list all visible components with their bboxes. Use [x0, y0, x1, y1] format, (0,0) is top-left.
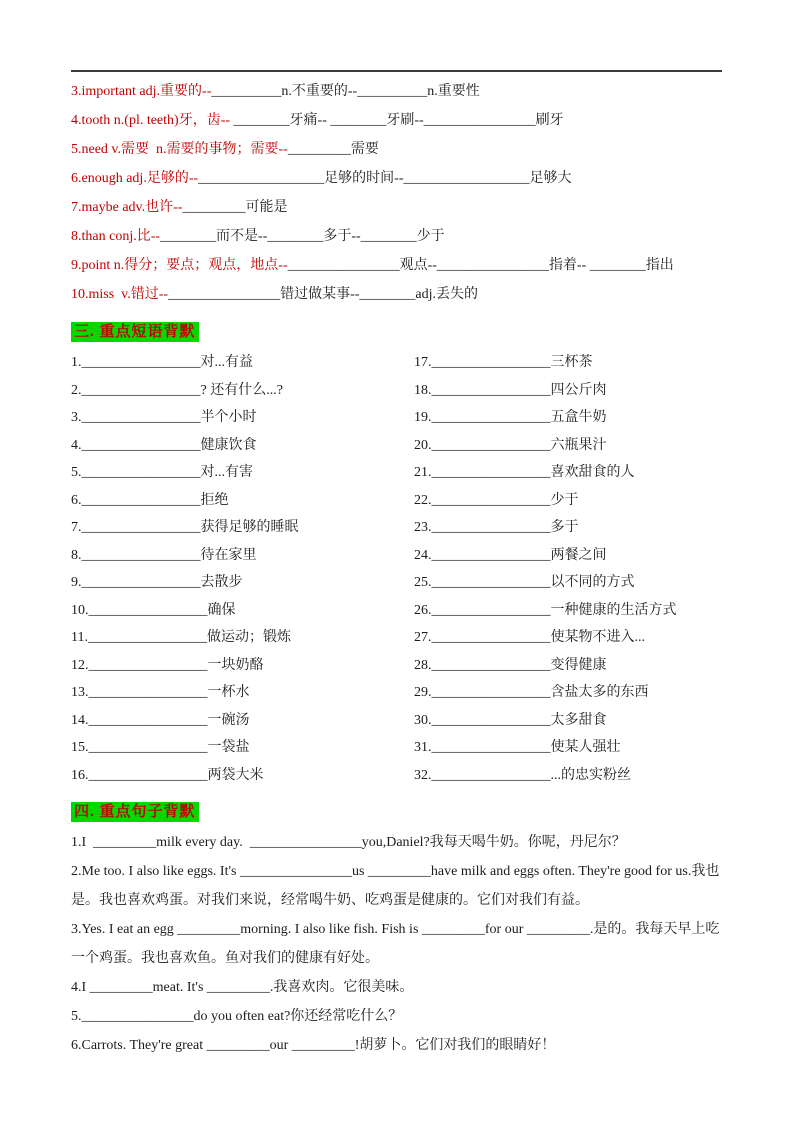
phrase-blank: _________________ — [88, 740, 208, 755]
phrase-label: 获得足够的睡眠 — [200, 520, 299, 535]
vocab-term: 5.need v.需要 n.需要的事物；需要-- — [71, 142, 288, 157]
phrase-blank: _________________ — [88, 657, 208, 673]
list-item — [71, 377, 414, 405]
phrase-blank: _________________ — [431, 630, 551, 645]
vocab-blanks: ________牙痛-- ________牙刷--________________刷牙 — [230, 113, 564, 128]
phrase-label: 少于 — [550, 492, 579, 508]
list-item — [71, 404, 414, 432]
list-item — [414, 432, 722, 460]
phrase-label: 四公斤肉 — [550, 382, 607, 398]
list-item — [414, 377, 722, 405]
list-item — [414, 734, 722, 762]
list-item — [414, 679, 722, 707]
vocab-blanks: ________________观点--________________指着-- ________指出 — [287, 258, 674, 273]
list-item — [414, 707, 722, 735]
list-item — [71, 487, 414, 515]
vocab-term: 3.important adj.重要的-- — [71, 84, 212, 99]
list-item — [71, 734, 414, 762]
sentence-line: 3.Yes. I eat an egg _________morning. I also like fish. Fish is _________for our _________.是的。我每天早上吃一个鸡蛋。我也喜欢鱼。鱼对我们的健康有好处。 — [71, 922, 720, 966]
phrase-label: 使某物不进入... — [550, 630, 645, 645]
phrase-label: ? 还有什么...? — [200, 382, 283, 398]
list-item — [71, 514, 414, 542]
phrase-blank: _________________ — [81, 355, 201, 370]
phrase-label: 一种健康的生活方式 — [550, 602, 677, 618]
phrase-blank: _________________ — [431, 712, 551, 728]
phrase-label: 多于 — [550, 520, 579, 535]
list-item — [414, 459, 722, 487]
list-item — [71, 707, 414, 735]
phrase-blank: _________________ — [431, 602, 551, 618]
phrase-blank: _________________ — [431, 355, 551, 370]
list-item — [414, 487, 722, 515]
phrase-blank: _________________ — [431, 547, 551, 563]
list-item — [414, 514, 722, 542]
phrase-number: 25. — [414, 575, 432, 590]
sentences-section-header: 四. 重点句子背默 — [71, 802, 199, 822]
vocab-term: 9.point n.得分；要点；观点，地点-- — [71, 258, 288, 273]
phrase-label: 两餐之间 — [550, 547, 607, 563]
phrase-label: 去散步 — [200, 575, 243, 590]
list-item — [71, 679, 414, 707]
vocab-blanks: ________而不是--________多于--________少于 — [160, 229, 445, 244]
list-item — [414, 652, 722, 680]
phrase-number: 18. — [414, 382, 432, 398]
phrases-header-row — [71, 322, 722, 342]
sentence-line: 2.Me too. I also like eggs. It's ________________us _________have milk and eggs often. They're good for us.我也是。我也喜欢鸡蛋。对我们来说，经常喝牛奶、吃鸡蛋是健康的。它们对我们有益。 — [71, 864, 720, 908]
page-content — [71, 70, 722, 1060]
phrase-blank: _________________ — [81, 410, 201, 425]
vocab-blanks: __________________足够的时间--__________________足够大 — [198, 171, 572, 186]
phrase-blank: _________________ — [431, 465, 551, 480]
phrase-number: 21. — [414, 465, 432, 480]
top-divider — [71, 70, 722, 72]
phrase-number: 23. — [414, 520, 432, 535]
sentence-line: 5.________________do you often eat?你还经常吃什么？ — [71, 1009, 403, 1024]
phrase-blank: _________________ — [431, 410, 551, 425]
sentence-line: 4.I _________meat. It's _________.我喜欢肉。它很美味。 — [71, 980, 414, 995]
phrase-label: 以不同的方式 — [550, 575, 635, 590]
phrase-label: 变得健康 — [550, 657, 607, 673]
vocab-line — [71, 164, 722, 193]
phrase-blank: _________________ — [431, 740, 551, 755]
vocab-line — [71, 135, 722, 164]
phrase-blank: _________________ — [431, 767, 551, 783]
phrase-number: 6. — [71, 492, 82, 508]
vocab-term: 6.enough adj.足够的-- — [71, 171, 199, 186]
phrase-number: 9. — [71, 575, 82, 590]
phrase-blank: _________________ — [431, 437, 551, 453]
list-item — [414, 624, 722, 652]
vocab-blanks: _________可能是 — [182, 200, 288, 215]
phrase-label: 含盐太多的东西 — [550, 685, 649, 700]
phrases-section-header: 三. 重点短语背默 — [71, 322, 199, 342]
phrase-number: 26. — [414, 602, 432, 618]
phrase-label: 拒绝 — [200, 492, 229, 508]
phrase-blank: _________________ — [431, 492, 551, 508]
phrase-number: 24. — [414, 547, 432, 563]
vocab-blanks: ________________错过做某事--________adj.丢失的 — [168, 287, 479, 302]
phrase-number: 20. — [414, 437, 432, 453]
phrase-number: 15. — [71, 740, 89, 755]
phrase-list-left — [71, 349, 414, 789]
phrase-number: 7. — [71, 520, 82, 535]
phrase-number: 1. — [71, 355, 82, 370]
vocab-term: 4.tooth n.(pl. teeth)牙，齿-- — [71, 113, 231, 128]
phrase-label: 一杯水 — [207, 685, 250, 700]
vocab-blanks: _________需要 — [287, 142, 379, 157]
phrase-number: 30. — [414, 712, 432, 728]
phrase-number: 16. — [71, 767, 89, 783]
phrase-blank: _________________ — [88, 712, 208, 728]
phrase-blank: _________________ — [81, 382, 201, 398]
list-item — [71, 542, 414, 570]
vocab-term: 8.than conj.比-- — [71, 229, 161, 244]
phrase-label: 半个小时 — [200, 410, 257, 425]
list-item — [71, 349, 414, 377]
phrase-number: 3. — [71, 410, 82, 425]
phrase-label: 做运动；锻炼 — [206, 630, 291, 645]
sentences-section — [71, 828, 722, 1060]
sentence-line: 6.Carrots. They're great _________our _________!胡萝卜。它们对我们的眼睛好！ — [71, 1038, 556, 1053]
phrase-blank: _________________ — [431, 657, 551, 673]
list-item — [414, 404, 722, 432]
phrase-label: 一碗汤 — [207, 712, 250, 728]
phrase-blank: _________________ — [431, 575, 551, 590]
phrase-number: 2. — [71, 382, 82, 398]
phrase-label: 使某人强壮 — [550, 740, 621, 755]
list-item — [414, 597, 722, 625]
phrase-blank: _________________ — [81, 547, 201, 563]
phrase-label: 一块奶酪 — [207, 657, 264, 673]
phrase-label: 六瓶果汁 — [550, 437, 607, 453]
phrase-number: 31. — [414, 740, 432, 755]
list-item — [71, 624, 414, 652]
phrase-number: 4. — [71, 437, 82, 453]
phrase-blank: _________________ — [88, 767, 208, 783]
list-item — [414, 569, 722, 597]
sentences-header-row — [71, 802, 722, 822]
vocab-line — [71, 193, 722, 222]
vocab-line — [71, 280, 722, 309]
list-item — [414, 349, 722, 377]
phrase-blank: _________________ — [81, 575, 201, 590]
vocab-term: 10.miss v.错过-- — [71, 287, 169, 302]
vocab-term: 7.maybe adv.也许-- — [71, 200, 183, 215]
phrase-label: 喜欢甜食的人 — [550, 465, 635, 480]
phrase-number: 14. — [71, 712, 89, 728]
phrase-number: 12. — [71, 657, 89, 673]
phrase-label: 两袋大米 — [207, 767, 264, 783]
phrase-number: 10. — [71, 602, 89, 618]
phrase-number: 19. — [414, 410, 432, 425]
phrase-blank: _________________ — [81, 492, 201, 508]
phrase-label: 待在家里 — [200, 547, 257, 563]
list-item — [71, 762, 414, 790]
vocab-line — [71, 222, 722, 251]
phrase-label: 健康饮食 — [200, 437, 257, 453]
vocab-section — [71, 77, 722, 309]
phrase-number: 17. — [414, 355, 432, 370]
phrase-label: ...的忠实粉丝 — [550, 767, 631, 783]
phrase-number: 28. — [414, 657, 432, 673]
phrase-label: 太多甜食 — [550, 712, 607, 728]
phrase-list-right — [414, 349, 722, 789]
phrase-number: 13. — [71, 685, 89, 700]
phrase-list — [71, 349, 722, 789]
phrase-number: 8. — [71, 547, 82, 563]
phrase-label: 确保 — [207, 602, 236, 618]
list-item — [71, 459, 414, 487]
phrase-blank: _________________ — [431, 382, 551, 398]
list-item — [414, 542, 722, 570]
phrase-label: 五盒牛奶 — [550, 410, 607, 425]
phrase-number: 29. — [414, 685, 432, 700]
phrase-blank: _________________ — [81, 437, 201, 453]
phrase-label: 对...有益 — [200, 355, 253, 370]
list-item — [71, 652, 414, 680]
phrase-number: 11. — [71, 630, 88, 645]
phrase-blank: _________________ — [431, 685, 551, 700]
vocab-blanks: __________n.不重要的--__________n.重要性 — [211, 84, 480, 99]
vocab-line — [71, 251, 722, 280]
vocab-line — [71, 77, 722, 106]
phrase-label: 对...有害 — [200, 465, 253, 480]
phrase-label: 一袋盐 — [207, 740, 250, 755]
phrase-label: 三杯茶 — [550, 355, 593, 370]
list-item — [414, 762, 722, 790]
phrase-blank: _________________ — [431, 520, 551, 535]
list-item — [71, 569, 414, 597]
list-item — [71, 597, 414, 625]
phrase-number: 22. — [414, 492, 432, 508]
list-item — [71, 432, 414, 460]
sentence-line: 1.I _________milk every day. ________________you,Daniel?我每天喝牛奶。你呢，丹尼尔？ — [71, 835, 626, 850]
phrase-number: 27. — [414, 630, 432, 645]
phrase-blank: _________________ — [88, 602, 208, 618]
phrase-number: 32. — [414, 767, 432, 783]
vocab-line — [71, 106, 722, 135]
phrase-number: 5. — [71, 465, 82, 480]
phrase-blank: _________________ — [87, 630, 207, 645]
phrase-blank: _________________ — [81, 465, 201, 480]
phrase-blank: _________________ — [88, 685, 208, 700]
phrase-blank: _________________ — [81, 520, 201, 535]
